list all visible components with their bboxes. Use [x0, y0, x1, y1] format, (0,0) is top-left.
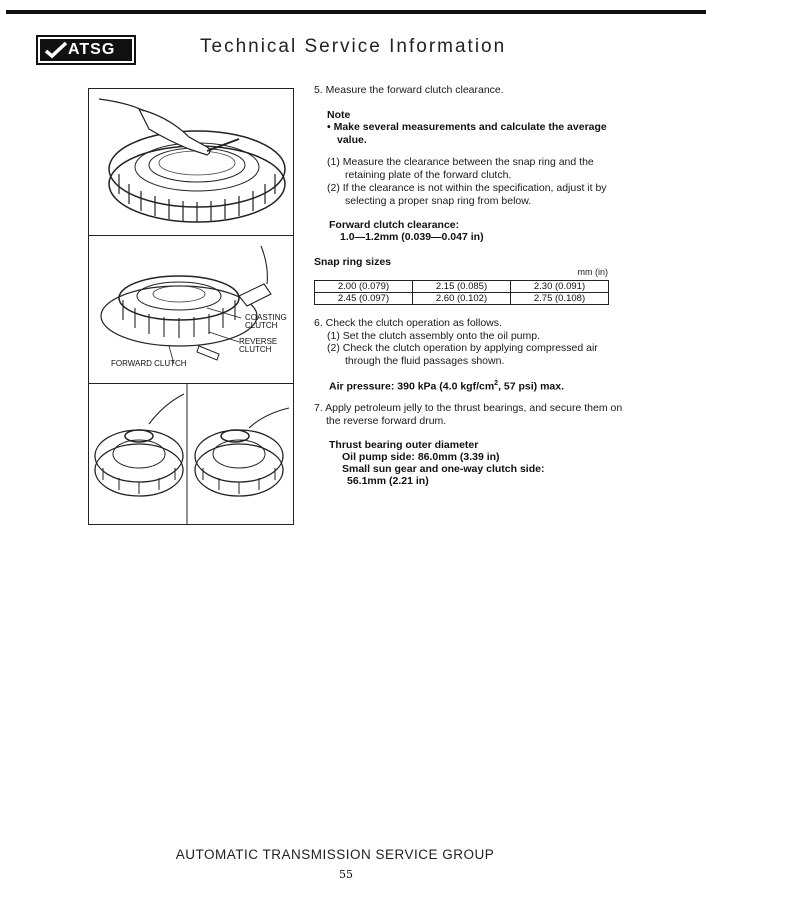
thrust-bearing-illustration	[89, 384, 293, 524]
table-cell: 2.00 (0.079)	[315, 281, 413, 293]
table-cell: 2.45 (0.097)	[315, 293, 413, 305]
figure-clutch-operation	[88, 235, 294, 384]
sun-gear-value: 56.1mm (2.21 in)	[347, 475, 429, 487]
table-cell: 2.60 (0.102)	[413, 293, 511, 305]
clutch-drum-illustration	[89, 89, 293, 235]
checkmark-icon	[44, 41, 68, 59]
top-rule	[6, 10, 706, 14]
snap-ring-unit: mm (in)	[577, 267, 608, 277]
label-coasting-clutch: COASTING CLUTCH	[245, 313, 287, 330]
table-row	[315, 281, 609, 293]
page-number: 55	[339, 868, 353, 881]
label-reverse-clutch: REVERSE CLUTCH	[239, 337, 278, 354]
figure-clearance-measurement	[88, 88, 294, 236]
note-text: • Make several measurements and calculate the average value.	[327, 121, 607, 146]
air-pressure-spec	[329, 377, 564, 394]
oil-pump-side: Oil pump side: 86.0mm (3.39 in)	[342, 451, 500, 463]
table-row	[315, 293, 609, 305]
page-title: Technical Service Information	[200, 36, 507, 57]
step-6-heading: 6. Check the clutch operation as follows.	[314, 317, 502, 329]
air-pressure-label: Air pressure: 390 kPa (4.0 kgf/cm	[329, 380, 495, 393]
figure-thrust-bearings	[88, 383, 294, 525]
bearing-title: Thrust bearing outer diameter	[329, 439, 479, 451]
table-cell: 2.15 (0.085)	[413, 281, 511, 293]
table-cell: 2.75 (0.108)	[511, 293, 609, 305]
step-6-item-2: (2) Check the clutch operation by applying compressed air through the fluid passages shown.	[327, 342, 598, 367]
clearance-spec-value: 1.0—1.2mm (0.039—0.047 in)	[340, 231, 484, 243]
step-5-item-2: (2) If the clearance is not within the specification, adjust it by selecting a proper snap ring from below.	[327, 182, 607, 207]
air-pressure-rest: , 57 psi) max.	[498, 380, 565, 393]
step-7-heading: 7. Apply petroleum jelly to the thrust bearings, and secure them on the reverse forward drum.	[314, 402, 623, 427]
step-5-heading: 5. Measure the forward clutch clearance.	[314, 84, 504, 96]
footer-organization: AUTOMATIC TRANSMISSION SERVICE GROUP	[175, 847, 495, 862]
step-6-item-1: (1) Set the clutch assembly onto the oil pump.	[327, 330, 541, 342]
snap-ring-title: Snap ring sizes	[314, 256, 392, 268]
table-cell: 2.30 (0.091)	[511, 281, 609, 293]
note-label: Note	[327, 109, 351, 121]
sun-gear-side: Small sun gear and one-way clutch side:	[342, 463, 545, 475]
label-forward-clutch: FORWARD CLUTCH	[111, 359, 187, 368]
clearance-spec-label: Forward clutch clearance:	[329, 219, 460, 231]
step-5-item-1: (1) Measure the clearance between the snap ring and the retaining plate of the forward clutch.	[327, 156, 594, 181]
snap-ring-table	[314, 280, 609, 305]
air-pressure-sup: 2	[494, 380, 499, 387]
logo-text: ATSG	[68, 41, 116, 58]
atsg-logo	[36, 35, 136, 65]
